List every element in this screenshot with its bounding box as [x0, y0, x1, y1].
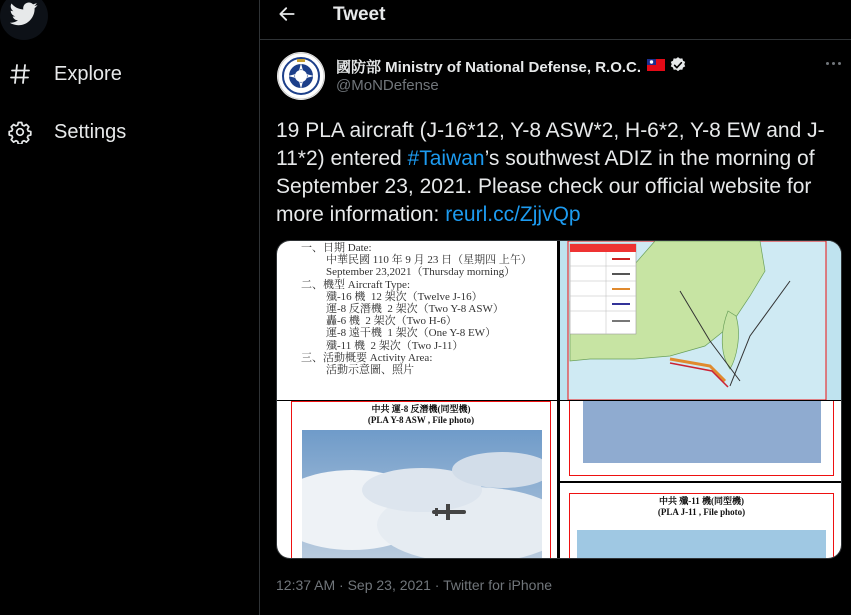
document-line: September 23,2021（Thursday morning）	[326, 266, 516, 279]
page-title: Tweet	[333, 4, 386, 25]
more-options-button[interactable]	[821, 55, 845, 71]
photo-caption: 中共 運-8 反潛機(同型機)	[371, 404, 471, 414]
hashtag-link[interactable]: #Taiwan	[407, 147, 485, 170]
photo-caption: 中共 殲-11 機(同型機)	[659, 496, 744, 506]
media-image-document[interactable]	[277, 241, 557, 400]
media-image-j11-photo[interactable]	[560, 483, 842, 559]
gear-icon	[0, 120, 40, 144]
tweet-text-part: ’s southwest ADIZ in the morning of September 23, 2021. Please check our official website for more information:	[276, 147, 815, 226]
activity-map-graphic	[560, 241, 842, 400]
ministry-emblem-icon	[277, 52, 325, 100]
document-line: 三、活動概要 Activity Area:	[301, 351, 433, 364]
tweet-text-part: 19 PLA aircraft (J-16*12, Y-8 ASW*2, H-6*2, Y-8 EW and J-11*2) entered	[276, 119, 825, 170]
document-line: 活動示意圖、照片	[326, 364, 414, 377]
aircraft-photo	[302, 430, 542, 558]
page-header	[260, 0, 851, 40]
url-link[interactable]: reurl.cc/ZjjvQp	[445, 203, 581, 226]
sidebar-item-settings[interactable]	[0, 107, 126, 157]
document-line: 運-8 遠干機 1 架次（One Y-8 EW）	[326, 327, 497, 340]
document-line: 殲-11 機 2 架次（Two J-11）	[326, 339, 464, 352]
photo-frame	[291, 401, 551, 559]
sidebar-item-explore[interactable]	[0, 49, 122, 99]
back-button[interactable]	[273, 2, 301, 30]
tweet-media-grid	[276, 240, 842, 559]
photo-frame	[569, 493, 834, 559]
photo-caption: (PLA Y-8 ASW , File photo)	[367, 415, 475, 425]
more-dots-icon	[826, 62, 841, 65]
avatar[interactable]	[277, 52, 325, 100]
sidebar-item-label: Explore	[54, 62, 122, 85]
document-line: 一、日期 Date:	[301, 242, 372, 254]
hashtag-icon	[0, 62, 40, 86]
author-handle[interactable]: @MoNDefense	[336, 77, 439, 94]
document-line: 轟-6 機 2 架次（Two H-6）	[326, 315, 457, 328]
photo-caption: (PLA J-11 , File photo)	[657, 507, 746, 517]
photo-frame	[569, 401, 834, 476]
document-text	[277, 241, 557, 376]
taiwan-flag-icon	[647, 58, 665, 70]
tweet-detail-column	[259, 0, 851, 615]
sidebar-item-label: Settings	[54, 120, 127, 143]
media-image-y8-photo[interactable]	[277, 401, 557, 559]
document-line: 運-8 反潛機 2 架次（Two Y-8 ASW）	[326, 303, 504, 316]
media-image-map[interactable]	[560, 241, 842, 400]
arrow-left-icon	[277, 4, 297, 29]
document-line: 二、機型 Aircraft Type:	[301, 278, 411, 291]
document-line: 殲-16 機 12 架次（Twelve J-16）	[326, 290, 483, 303]
tweet-timestamp[interactable]: 12:37 AM · Sep 23, 2021 · Twitter for iPhone	[276, 577, 553, 593]
document-line: 中華民國 110 年 9 月 23 日（星期四 上午）	[326, 254, 532, 267]
media-image-photo-2[interactable]	[560, 401, 842, 481]
twitter-bird-icon	[10, 2, 38, 31]
sidebar	[0, 0, 259, 615]
verified-badge-icon	[669, 56, 687, 74]
twitter-logo[interactable]	[0, 0, 48, 40]
author-name[interactable]: 國防部 Ministry of National Defense, R.O.C.	[336, 59, 642, 76]
tweet-text	[276, 117, 846, 229]
